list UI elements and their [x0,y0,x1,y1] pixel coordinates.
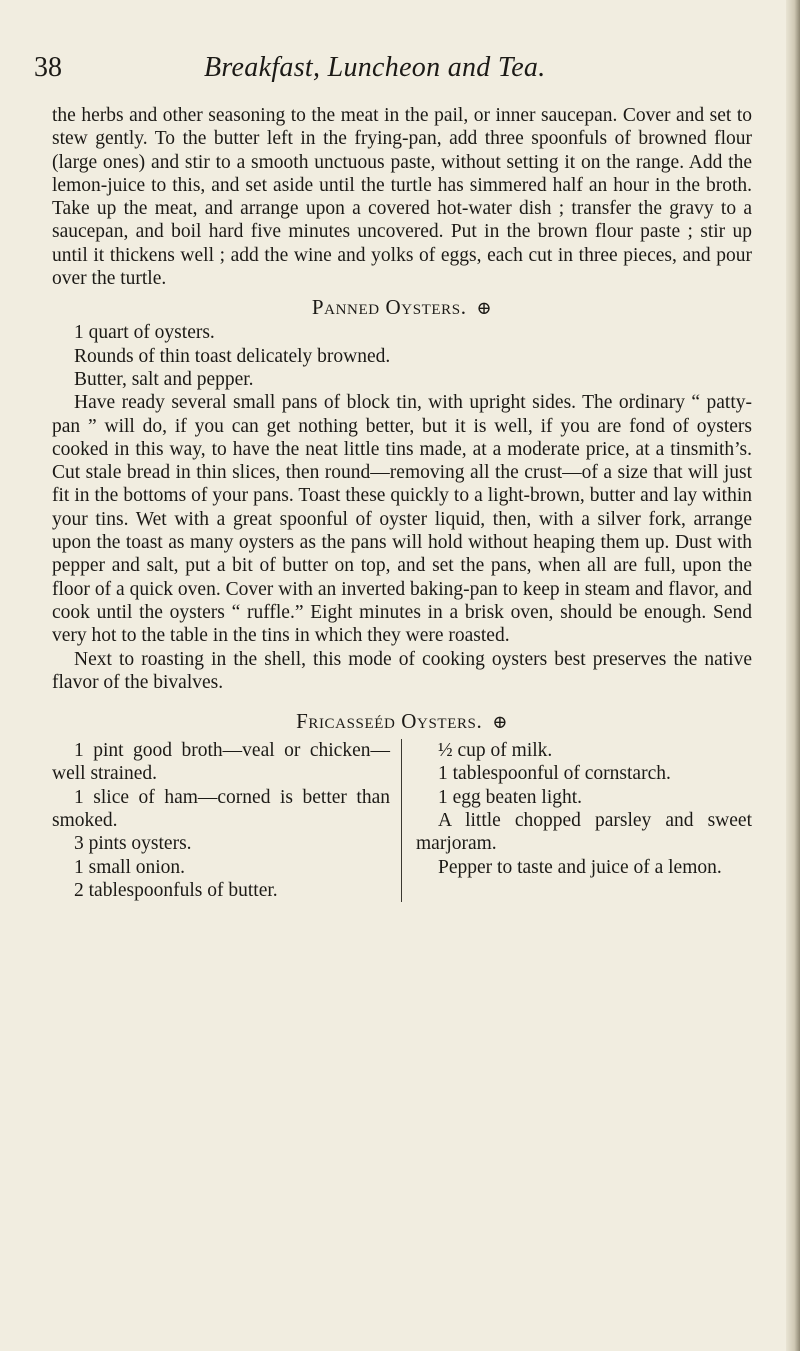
ingredient-line: Pepper to taste and juice of a lemon. [438,856,722,878]
ingredient-line: Rounds of thin toast delicately browned. [74,345,391,367]
ingredient-line: 1 slice of ham—corned is better than smoked. [52,786,390,832]
ingredient-line: 1 small onion. [74,856,186,878]
panned-oysters-heading [52,294,752,321]
ingredient-line: ½ cup of milk. [438,740,553,762]
panned-oysters-note: Next to roasting in the shell, this mode of cooking oysters best preserves the native flavor of the bivalves. [52,648,752,693]
ingredient-line: 1 pint good broth—veal or chicken—well strained. [52,740,390,785]
fricasseed-oysters-title: Fricasseéd Oysters. [296,709,483,734]
page-number: 38 [34,52,62,83]
cross-circle-icon: ⊕ [476,298,493,319]
panned-oysters-method: Have ready several small pans of block tin, with upright sides. The ordinary “ patty-pan ” will do, if you can get nothing better, but it is well, if you are fond of oysters cooked in this way, to have the neat little tins made, at a moderate price, at a tinsmith’s. Cut stale bread in thin slices, then round—removing all the crust—of a size that will just fit in the bottoms of your pans. Toast these quickly to a light-brown, butter and lay within your tins. Wet with a great spoonful of oyster liquid, then, with a silver fork, arrange upon the toast as many oysters as the pans will hold without heaping them up. Dust with pepper and salt, put a bit of butter on top, and set the pans, when all are full, upon the floor of a quick oven. Cover with an inverted baking-pan to keep in steam and flavor, and cook until the oysters “ ruffle.” Eight minutes in a brisk oven, should be enough. Send very hot to the table in the tins in which they were roasted. [52,392,752,647]
cross-circle-icon: ⊕ [492,712,508,733]
ingredient-line: 1 tablespoonful of cornstarch. [438,763,671,785]
page-header [34,50,754,90]
ingredient-line: A little chopped parsley and sweet marjoram. [416,810,752,855]
intro-paragraph: the herbs and other seasoning to the meat in the pail, or inner saucepan. Cover and set to stew gently. To the butter left in the frying-pan, add three spoonfuls of browned flour (large ones) and stir to a smooth unctuous paste, without setting it on the range. Add the lemon-juice to this, and set aside until the turtle has simmered half an hour in the broth. Take up the meat, and arrange upon a covered hot-water dish ; transfer the gravy to a saucepan, and boil hard five minutes uncovered. Put in the brown flour paste ; stir up until it thickens well ; add the wine and yolks of eggs, each cut in three pieces, and pour over the turtle. [52,105,752,290]
ingredient-column-right [401,739,752,902]
fricasseed-oysters-heading [52,708,752,735]
ingredient-line: 1 quart of oysters. [74,322,215,344]
ingredient-line: 3 pints oysters. [74,833,192,855]
ingredient-line: Butter, salt and pepper. [74,368,254,390]
page-edge [786,0,800,1351]
ingredient-line: 2 tablespoonfuls of butter. [74,879,278,901]
ingredient-line: 1 egg beaten light. [438,786,583,808]
ingredient-column-left [52,739,390,902]
ingredient-columns [52,739,752,902]
running-title: Breakfast, Luncheon and Tea. [204,52,546,83]
panned-oysters-title: Panned Oysters. [311,295,467,320]
page-body [52,104,752,902]
